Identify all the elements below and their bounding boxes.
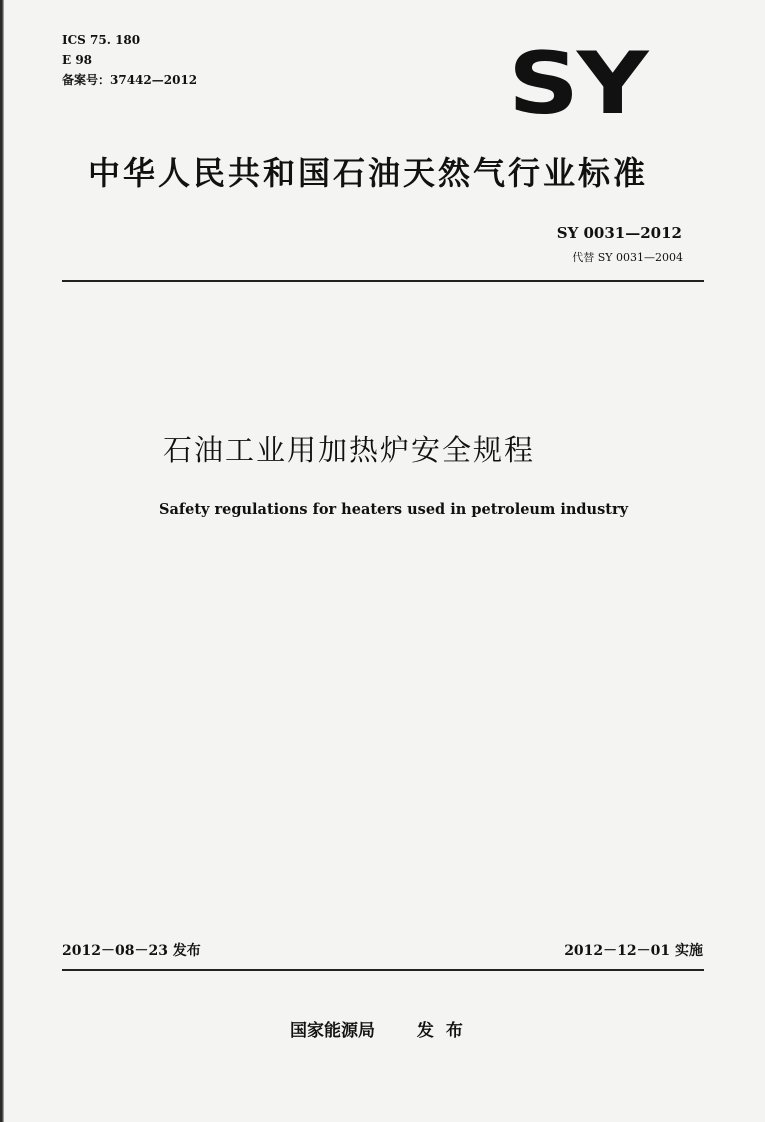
document-title-cn: 石油工业用加热炉安全规程	[163, 433, 536, 467]
ics-code: ICS 75. 180	[62, 33, 141, 47]
industry-standard-title: 中华人民共和国石油天然气行业标准	[88, 154, 649, 192]
publisher-name: 国家能源局	[290, 1021, 375, 1041]
record-number: 备案号：37442—2012	[62, 73, 198, 87]
publisher-line	[290, 1016, 475, 1041]
classification-block	[62, 30, 197, 90]
top-divider	[62, 280, 704, 282]
standard-number: SY 0031—2012	[556, 224, 682, 242]
issue-date: 2012－08－23 发布	[62, 943, 201, 959]
publish-verb: 发布	[416, 1021, 475, 1041]
class-code: E 98	[62, 53, 93, 67]
scan-edge	[0, 0, 4, 1122]
bottom-divider	[62, 969, 704, 971]
implementation-date: 2012－12－01 实施	[564, 943, 703, 959]
document-title-en: Safety regulations for heaters used in petroleum industry	[159, 501, 629, 518]
replaces-standard: 代替 SY 0031—2004	[572, 251, 683, 264]
sy-logo: SY	[508, 34, 647, 134]
